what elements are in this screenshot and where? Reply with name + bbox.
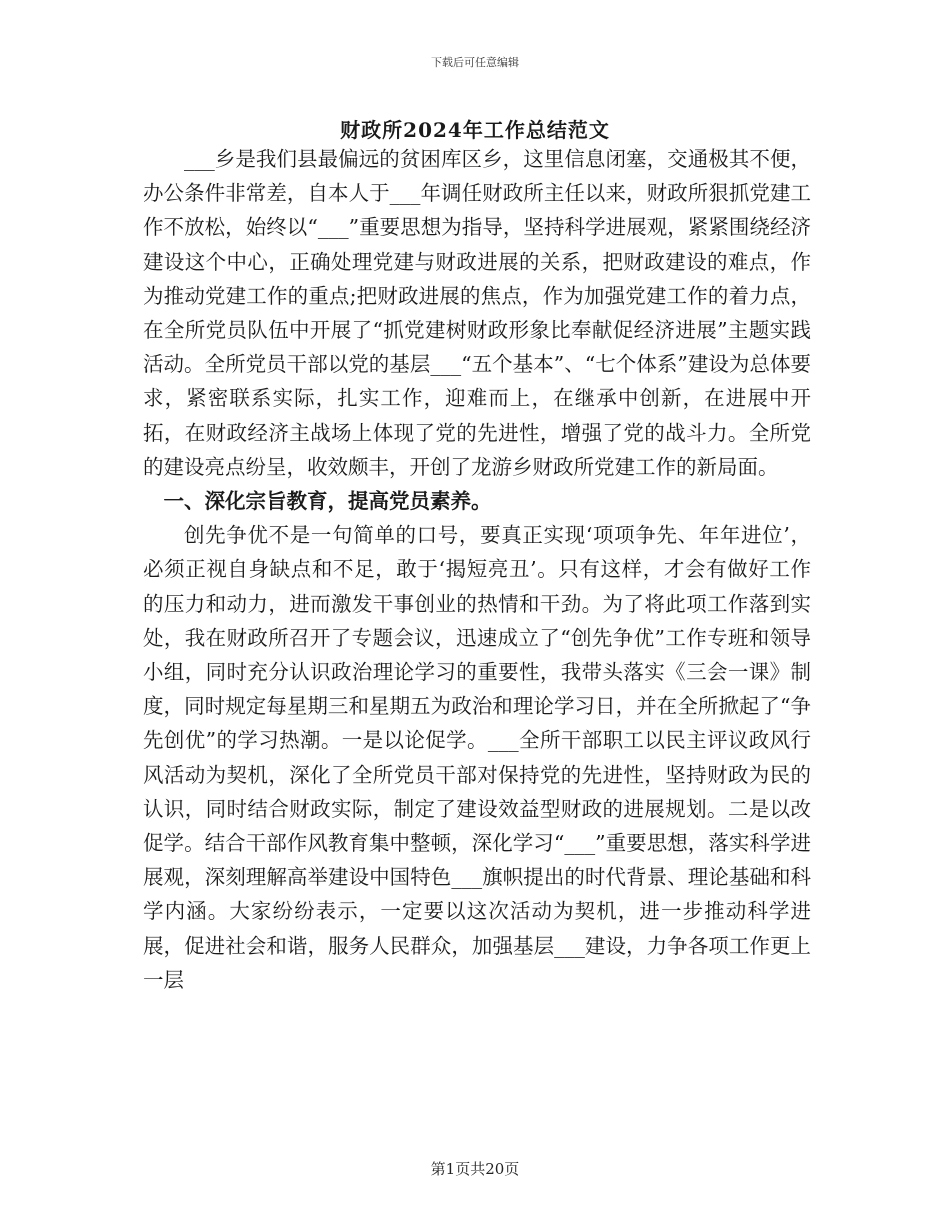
section-heading: 一、深化宗旨教育，提高党员素养。 bbox=[163, 489, 492, 514]
intro-paragraph: ___乡是我们县最偏远的贫困库区乡，这里信息闭塞，交通极其不便，办公条件非常差，自本人于___年调任财政所主任以来，财政所狠抓党建工作不放松，始终以“___”重要思想为指导，坚持科学进展观，紧紧围绕经济建设这个中心，正确处理党建与财政进展的关系，把财政建设的难点，作为推动党建工作的重点;把财政进展的焦点，作为加强党建工作的着力点，在全所党员队伍中开展了“抓党建树财政形象比奉献促经济进展”主题实践活动。全所党员干部以党的基层___“五个基本”、“七个体系”建设为总体要求，紧密联系实际，扎实工作，迎难而上，在继承中创新，在进展中开拓，在财政经济主战场上体现了党的先进性，增强了党的战斗力。全所党的建设亮点纷呈，收效颇丰，开创了龙游乡财政所党建工作的新局面。 bbox=[143, 147, 811, 479]
section-paragraph: 创先争优不是一句简单的口号，要真正实现‘项项争先、年年进位’，必须正视自身缺点和不足，敢于‘揭短亮丑’。只有这样，才会有做好工作的压力和动力，进而激发干事创业的热情和干劲。为了将此项工作落到实处，我在财政所召开了专题会议，迅速成立了“创先争优”工作专班和领导小组，同时充分认识政治理论学习的重要性，我带头落实《三会一课》制度，同时规定每星期三和星期五为政治和理论学习日，并在全所掀起了“争先创优”的学习热潮。一是以论促学。___全所干部职工以民主评议政风行风活动为契机，深化了全所党员干部对保持党的先进性，坚持财政为民的认识，同时结合财政实际，制定了建设效益型财政的进展规划。二是以改促学。结合干部作风教育集中整顿，深化学习“___”重要思想，落实科学进展观，深刻理解高举建设中国特色___旗帜提出的时代背景、理论基础和科学内涵。大家纷纷表示，一定要以这次活动为契机，进一步推动科学进展，促进社会和谐，服务人民群众，加强基层___建设，力争各项工作更上一层 bbox=[143, 523, 811, 992]
page-number: 第1页共20页 bbox=[430, 1160, 520, 1178]
document-title: 财政所2024年工作总结范文 bbox=[340, 118, 610, 142]
document-body bbox=[143, 142, 811, 997]
header-note: 下载后可任意编辑 bbox=[431, 56, 519, 69]
